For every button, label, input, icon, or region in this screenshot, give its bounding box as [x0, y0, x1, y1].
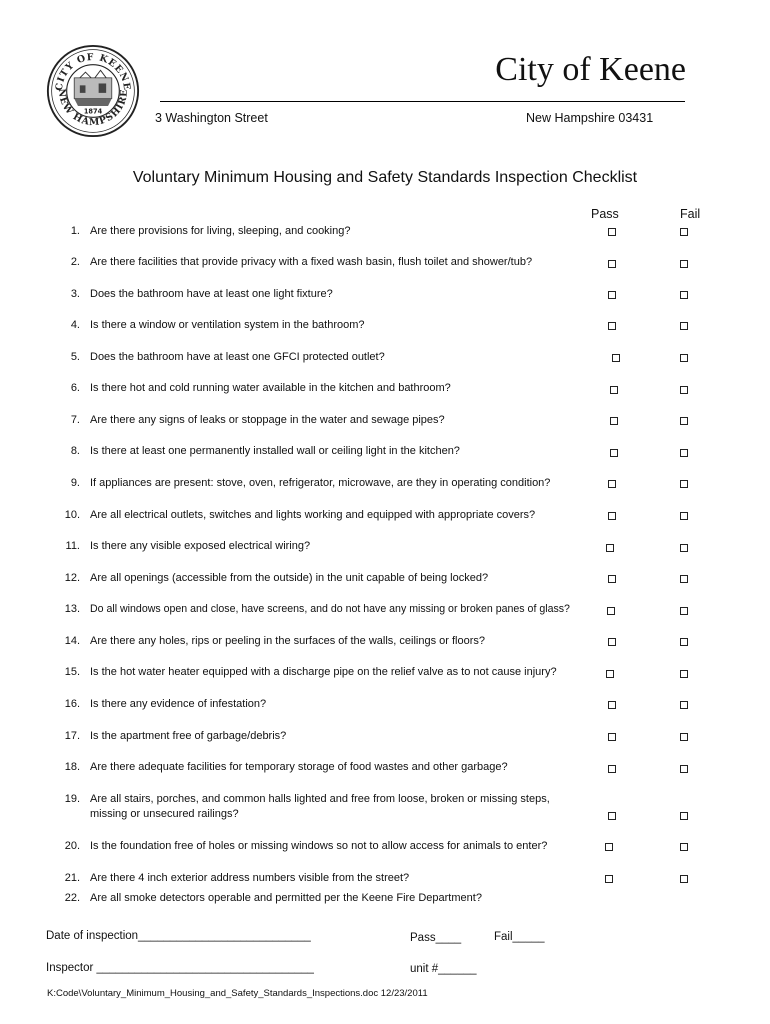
- overall-pass-field[interactable]: Pass____: [410, 932, 462, 944]
- pass-checkbox[interactable]: [612, 354, 620, 362]
- item-question: Are there any signs of leaks or stoppage in the water and sewage pipes?: [90, 414, 445, 426]
- item-question: Is the foundation free of holes or missing windows so not to allow access for animals to enter?: [90, 840, 548, 852]
- pass-checkbox[interactable]: [605, 875, 613, 883]
- pass-checkbox[interactable]: [610, 386, 618, 394]
- fail-checkbox[interactable]: [680, 512, 688, 520]
- fail-checkbox[interactable]: [680, 701, 688, 709]
- item-question: Are all smoke detectors operable and permitted per the Keene Fire Department?: [90, 892, 482, 904]
- fail-checkbox[interactable]: [680, 765, 688, 773]
- item-number: 20.: [64, 840, 80, 852]
- pass-column-header: Pass: [591, 207, 619, 221]
- item-number: 11.: [65, 540, 80, 552]
- pass-checkbox[interactable]: [608, 512, 616, 520]
- item-question: Are there facilities that provide privacy with a fixed wash basin, flush toilet and shower/tub?: [90, 256, 533, 268]
- pass-checkbox[interactable]: [610, 417, 618, 425]
- fail-checkbox[interactable]: [680, 322, 688, 330]
- pass-checkbox[interactable]: [608, 228, 616, 236]
- item-question: Is there hot and cold running water available in the kitchen and bathroom?: [90, 382, 451, 394]
- item-number: 14.: [64, 635, 80, 647]
- item-number: 1.: [70, 225, 80, 237]
- item-number: 8.: [70, 445, 80, 457]
- item-number: 4.: [70, 319, 80, 331]
- fail-checkbox[interactable]: [680, 386, 688, 394]
- item-number: 16.: [64, 698, 80, 710]
- fail-checkbox[interactable]: [680, 417, 688, 425]
- file-path-footnote: K:Code\Voluntary_Minimum_Housing_and_Safety_Standards_Inspections.doc 12/23/2011: [47, 988, 428, 999]
- fail-checkbox[interactable]: [680, 228, 688, 236]
- pass-checkbox[interactable]: [606, 670, 614, 678]
- item-question: Are there provisions for living, sleeping, and cooking?: [90, 225, 351, 237]
- fail-checkbox[interactable]: [680, 354, 688, 362]
- item-number: 5.: [70, 351, 80, 363]
- pass-checkbox[interactable]: [608, 480, 616, 488]
- pass-checkbox[interactable]: [608, 291, 616, 299]
- state-zip: New Hampshire 03431: [526, 111, 654, 125]
- city-title: City of Keene: [495, 51, 686, 88]
- pass-checkbox[interactable]: [605, 843, 613, 851]
- item-number: 17.: [64, 730, 80, 742]
- item-question: If appliances are present: stove, oven, refrigerator, microwave, are they in operating condition?: [90, 477, 551, 489]
- fail-checkbox[interactable]: [680, 638, 688, 646]
- overall-fail-field[interactable]: Fail_____: [494, 931, 545, 943]
- fail-checkbox[interactable]: [680, 875, 688, 883]
- pass-checkbox[interactable]: [608, 701, 616, 709]
- item-question: Is there any visible exposed electrical wiring?: [90, 540, 311, 552]
- fail-checkbox[interactable]: [680, 607, 688, 615]
- seal-bottom-text: NEW HAMPSHIRE: [55, 88, 131, 129]
- fail-checkbox[interactable]: [680, 449, 688, 457]
- fail-checkbox[interactable]: [680, 260, 688, 268]
- document-title: Voluntary Minimum Housing and Safety Standards Inspection Checklist: [132, 169, 638, 186]
- pass-checkbox[interactable]: [606, 544, 614, 552]
- fail-checkbox[interactable]: [680, 291, 688, 299]
- item-number: 10.: [64, 509, 80, 521]
- item-number: 9.: [70, 477, 80, 489]
- pass-checkbox[interactable]: [610, 449, 618, 457]
- inspector-field[interactable]: Inspector __________________________________: [46, 962, 314, 974]
- item-question: Are there 4 inch exterior address numbers visible from the street?: [90, 872, 410, 884]
- unit-number-field[interactable]: unit #______: [410, 963, 477, 975]
- fail-checkbox[interactable]: [680, 812, 688, 820]
- item-number: 13.: [64, 603, 80, 615]
- pass-checkbox[interactable]: [608, 575, 616, 583]
- seal-top-text: CITY OF KEENE: [53, 51, 133, 92]
- item-number: 19.: [64, 793, 80, 805]
- pass-checkbox[interactable]: [608, 322, 616, 330]
- item-question: Are all electrical outlets, switches and lights working and equipped with appropriate covers?: [90, 509, 536, 521]
- item-question: Is the apartment free of garbage/debris?: [90, 730, 287, 742]
- item-question: Is there any evidence of infestation?: [90, 698, 267, 710]
- item-question: Are there any holes, rips or peeling in the surfaces of the walls, ceilings or floors?: [90, 635, 485, 647]
- street-address: 3 Washington Street: [155, 111, 268, 125]
- item-question: Is the hot water heater equipped with a discharge pipe on the relief valve as to not cause injury?: [90, 666, 557, 678]
- item-number: 12.: [64, 572, 80, 584]
- item-number: 18.: [64, 761, 80, 773]
- item-question: Are all openings (accessible from the outside) in the unit capable of being locked?: [90, 572, 489, 584]
- pass-checkbox[interactable]: [608, 638, 616, 646]
- seal-year: 1874: [83, 107, 103, 116]
- item-question: Does the bathroom have at least one light fixture?: [90, 288, 333, 300]
- pass-checkbox[interactable]: [608, 765, 616, 773]
- pass-checkbox[interactable]: [608, 812, 616, 820]
- item-question: Is there a window or ventilation system in the bathroom?: [90, 319, 365, 331]
- fail-checkbox[interactable]: [680, 575, 688, 583]
- item-number: 6.: [70, 382, 80, 394]
- fail-checkbox[interactable]: [680, 843, 688, 851]
- item-question: Are all stairs, porches, and common halls lighted and free from loose, broken or missing steps, missing or unsecured railings?: [90, 793, 550, 820]
- item-question: Is there at least one permanently installed wall or ceiling light in the kitchen?: [90, 445, 460, 457]
- date-of-inspection-field[interactable]: Date of inspection___________________________: [46, 930, 311, 942]
- fail-checkbox[interactable]: [680, 670, 688, 678]
- item-number: 7.: [70, 414, 80, 426]
- pass-checkbox[interactable]: [608, 733, 616, 741]
- item-number: 22.: [64, 892, 80, 904]
- city-seal: [46, 44, 140, 138]
- pass-checkbox[interactable]: [608, 260, 616, 268]
- fail-checkbox[interactable]: [680, 480, 688, 488]
- item-question: Do all windows open and close, have screens, and do not have any missing or broken panes of glass?: [90, 603, 570, 615]
- pass-checkbox[interactable]: [607, 607, 615, 615]
- fail-checkbox[interactable]: [680, 733, 688, 741]
- item-question: Are there adequate facilities for temporary storage of food wastes and other garbage?: [90, 761, 508, 773]
- fail-column-header: Fail: [680, 207, 701, 221]
- item-number: 2.: [70, 256, 80, 268]
- item-number: 15.: [64, 666, 80, 678]
- item-number: 3.: [70, 288, 80, 300]
- fail-checkbox[interactable]: [680, 544, 688, 552]
- item-number: 21.: [64, 872, 80, 884]
- item-question: Does the bathroom have at least one GFCI protected outlet?: [90, 351, 385, 363]
- header-divider: [160, 101, 685, 102]
